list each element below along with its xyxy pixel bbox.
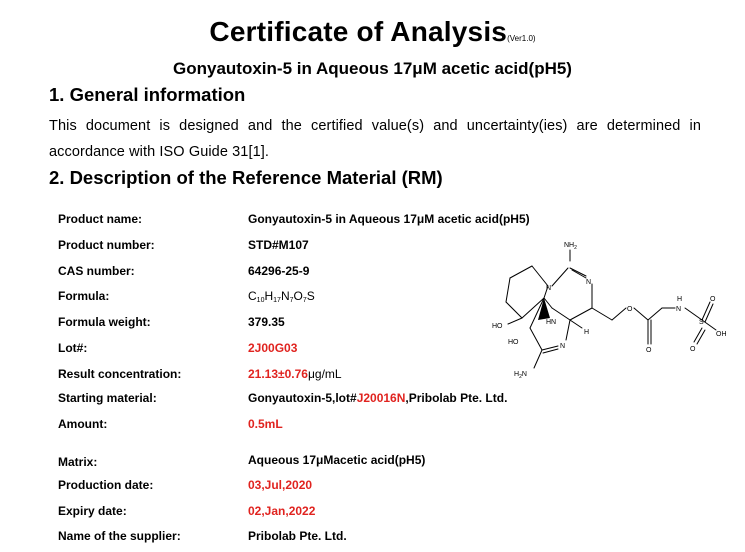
value-amount: 0.5mL [248, 417, 283, 431]
row-expiry-date [0, 504, 745, 520]
label-starting-material: Starting material: [58, 391, 157, 405]
atom-s: S [699, 319, 704, 326]
value-matrix: Aqueous 17μMacetic acid(pH5) [248, 453, 426, 467]
atom-o-ester: O [627, 306, 633, 313]
label-matrix: Matrix: [58, 455, 98, 469]
value-product-name: Gonyautoxin-5 in Aqueous 17μM acetic acid(pH5) [248, 212, 530, 226]
atom-h2n-bottom: $H_2N$ [514, 371, 527, 380]
label-expiry-date: Expiry date: [58, 504, 127, 518]
label-product-number: Product number: [58, 238, 155, 252]
section-heading-general: 1. General information [49, 84, 246, 105]
atom-nh2-top: $NH_2$ [564, 242, 577, 251]
label-product-name: Product name: [58, 212, 143, 226]
label-production-date: Production date: [58, 478, 154, 492]
atom-o-s-bottom: O [690, 346, 696, 353]
label-formula: Formula: [58, 289, 110, 303]
atom-h-amide: H [677, 296, 683, 303]
row-supplier [0, 529, 745, 545]
atom-oh: OH [716, 331, 727, 338]
value-cas-number: 64296-25-9 [248, 264, 310, 278]
atom-n-left: N [546, 285, 552, 292]
atom-n-lower: N [560, 343, 566, 350]
row-matrix [0, 453, 745, 469]
value-starting-material: Gonyautoxin-5,lot#J20016N,Pribolab Pte. Ltd. [248, 391, 508, 405]
chemical-structure-diagram [470, 236, 740, 386]
value-lot: 2J00G03 [248, 341, 298, 355]
value-supplier: Pribolab Pte. Ltd. [248, 529, 347, 543]
general-info-paragraph: This document is designed and the certified value(s) and uncertainty(ies) are determined in accordance with ISO Guide 31[1]. [49, 118, 701, 160]
label-amount: Amount: [58, 417, 108, 431]
label-supplier: Name of the supplier: [58, 529, 181, 543]
row-amount [0, 417, 745, 433]
atom-o-carbonyl: O [646, 347, 652, 354]
document-subtitle: Gonyautoxin-5 in Aqueous 17μM acetic acid(pH5) [173, 59, 572, 78]
label-lot: Lot#: [58, 341, 88, 355]
value-expiry-date: 02,Jan,2022 [248, 504, 316, 518]
document-title [0, 16, 745, 48]
row-starting-material [0, 391, 745, 407]
title-text: Certificate of Analysis [209, 16, 508, 47]
label-cas-number: CAS number: [58, 264, 135, 278]
value-formula-weight: 379.35 [248, 315, 285, 329]
section-heading-description: 2. Description of the Reference Material (RM) [49, 167, 443, 188]
atom-hn-inner: HN [546, 319, 557, 326]
atom-h-stereo: H [584, 329, 590, 336]
value-product-number: STD#M107 [248, 238, 309, 252]
value-result-concentration: 21.13±0.76μg/mL [248, 367, 342, 381]
version-label: (Ver1.0) [507, 34, 536, 43]
row-product-name [0, 212, 745, 228]
atom-ho-lower: HO [508, 339, 519, 346]
label-result-concentration: Result concentration: [58, 367, 182, 381]
atom-n-top: N [586, 279, 592, 286]
atom-ho-left: HO [492, 323, 503, 330]
value-formula: $C_{10}H_{17}N_7O_7S$ [248, 289, 315, 304]
label-formula-weight: Formula weight: [58, 315, 151, 329]
atom-n-amide: N [676, 306, 682, 313]
row-production-date [0, 478, 745, 494]
value-production-date: 03,Jul,2020 [248, 478, 313, 492]
atom-o-s-top: O [710, 296, 716, 303]
